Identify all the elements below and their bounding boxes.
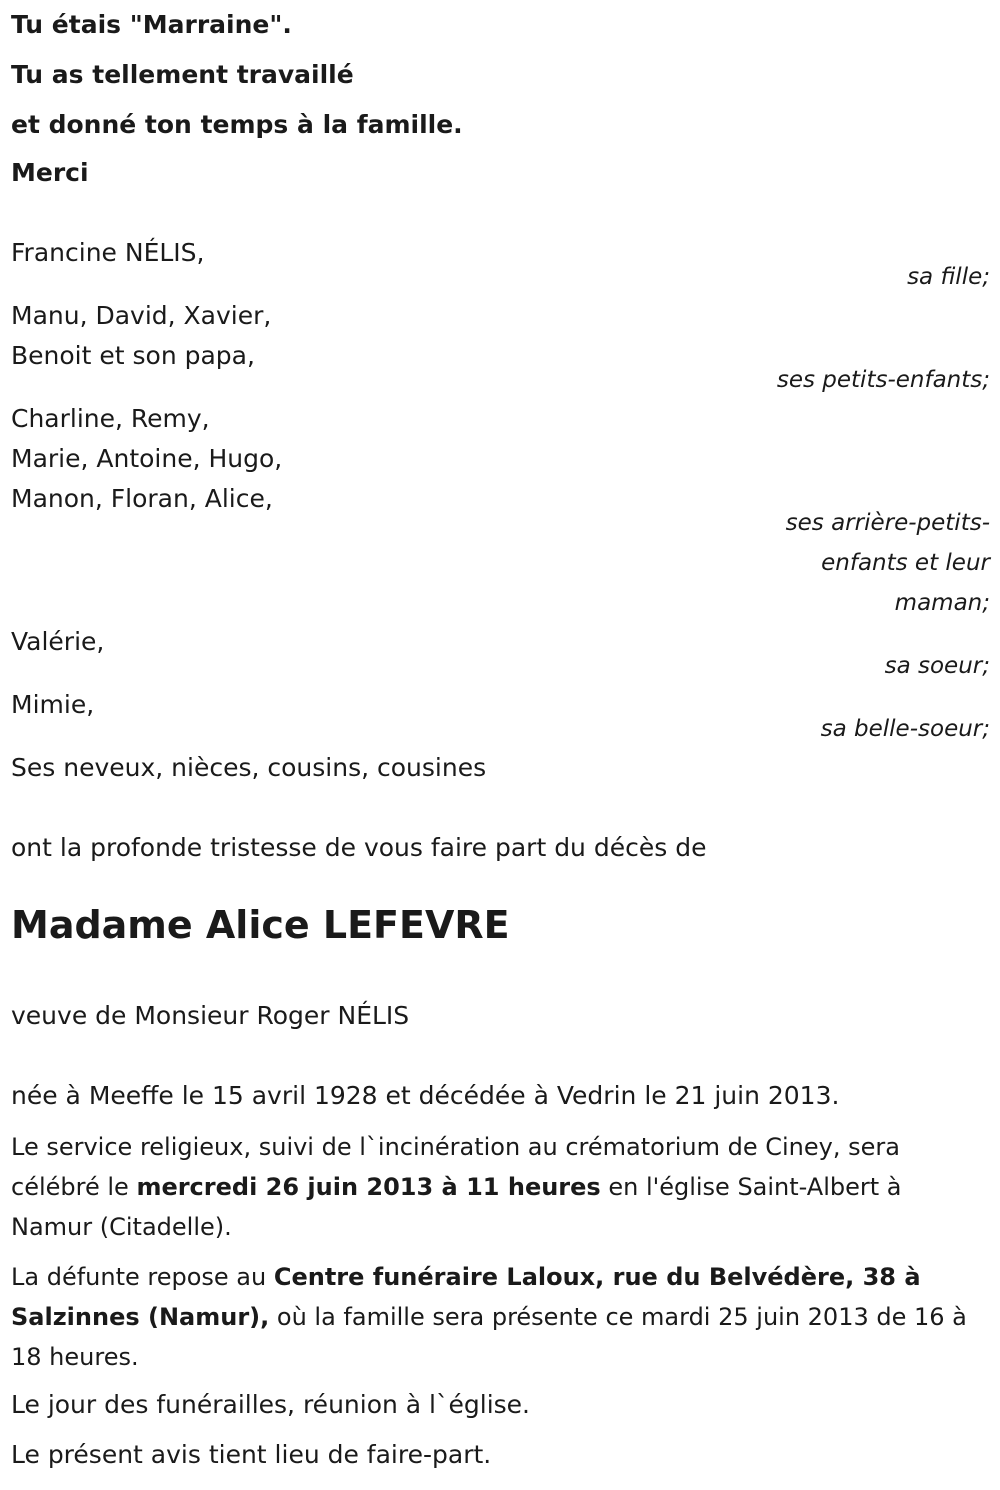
poem-line: Tu étais "Marraine". xyxy=(11,10,292,39)
announcement-text: ont la profonde tristesse de vous faire part du décès de xyxy=(11,833,707,862)
repose-prefix: La défunte repose au xyxy=(11,1263,274,1291)
family-role: sa soeur; xyxy=(884,653,990,679)
family-name-line: Francine NÉLIS, xyxy=(11,238,205,267)
family-name-line: Manu, David, Xavier, xyxy=(11,301,272,330)
notice-text: Le présent avis tient lieu de faire-part. xyxy=(11,1440,492,1469)
family-name-line: Mimie, xyxy=(11,690,95,719)
service-datetime: mercredi 26 juin 2013 à 11 heures xyxy=(136,1173,601,1201)
family-name-line: Charline, Remy, xyxy=(11,404,210,433)
poem-line: et donné ton temps à la famille. xyxy=(11,110,463,139)
repose-place: Centre funéraire Laloux, rue du Belvédère, 38 à Salzinnes (Namur), xyxy=(11,1263,921,1331)
family-role: ses arrière-petits- xyxy=(785,510,990,536)
poem-line: Merci xyxy=(11,158,89,187)
family-role: sa belle-soeur; xyxy=(820,716,990,742)
birth-death-text: née à Meeffe le 15 avril 1928 et décédée à Vedrin le 21 juin 2013. xyxy=(11,1081,840,1110)
repose-suffix: où la famille sera présente ce mardi 25 juin 2013 de 16 à 18 heures. xyxy=(11,1303,967,1371)
service-suffix: en l'église Saint-Albert à Namur (Citadelle). xyxy=(11,1173,902,1241)
family-others: Ses neveux, nièces, cousins, cousines xyxy=(11,753,487,782)
family-role: sa fille; xyxy=(907,264,990,290)
family-name-line: Valérie, xyxy=(11,627,105,656)
repose-paragraph xyxy=(11,1257,986,1377)
poem-line: Tu as tellement travaillé xyxy=(11,60,354,89)
family-role: enfants et leur xyxy=(821,550,990,576)
service-prefix: Le service religieux, suivi de l`incinération au crématorium de Ciney, sera célébré le xyxy=(11,1133,900,1201)
funeral-day-text: Le jour des funérailles, réunion à l`église. xyxy=(11,1390,530,1419)
family-role: maman; xyxy=(894,590,990,616)
family-name-line: Manon, Floran, Alice, xyxy=(11,484,273,513)
family-name-line: Marie, Antoine, Hugo, xyxy=(11,444,283,473)
deceased-name: Madame Alice LEFEVRE xyxy=(11,903,510,947)
family-role: ses petits-enfants; xyxy=(776,367,990,393)
family-name-line: Benoit et son papa, xyxy=(11,341,255,370)
service-paragraph xyxy=(11,1127,986,1247)
widow-of: veuve de Monsieur Roger NÉLIS xyxy=(11,1001,410,1030)
